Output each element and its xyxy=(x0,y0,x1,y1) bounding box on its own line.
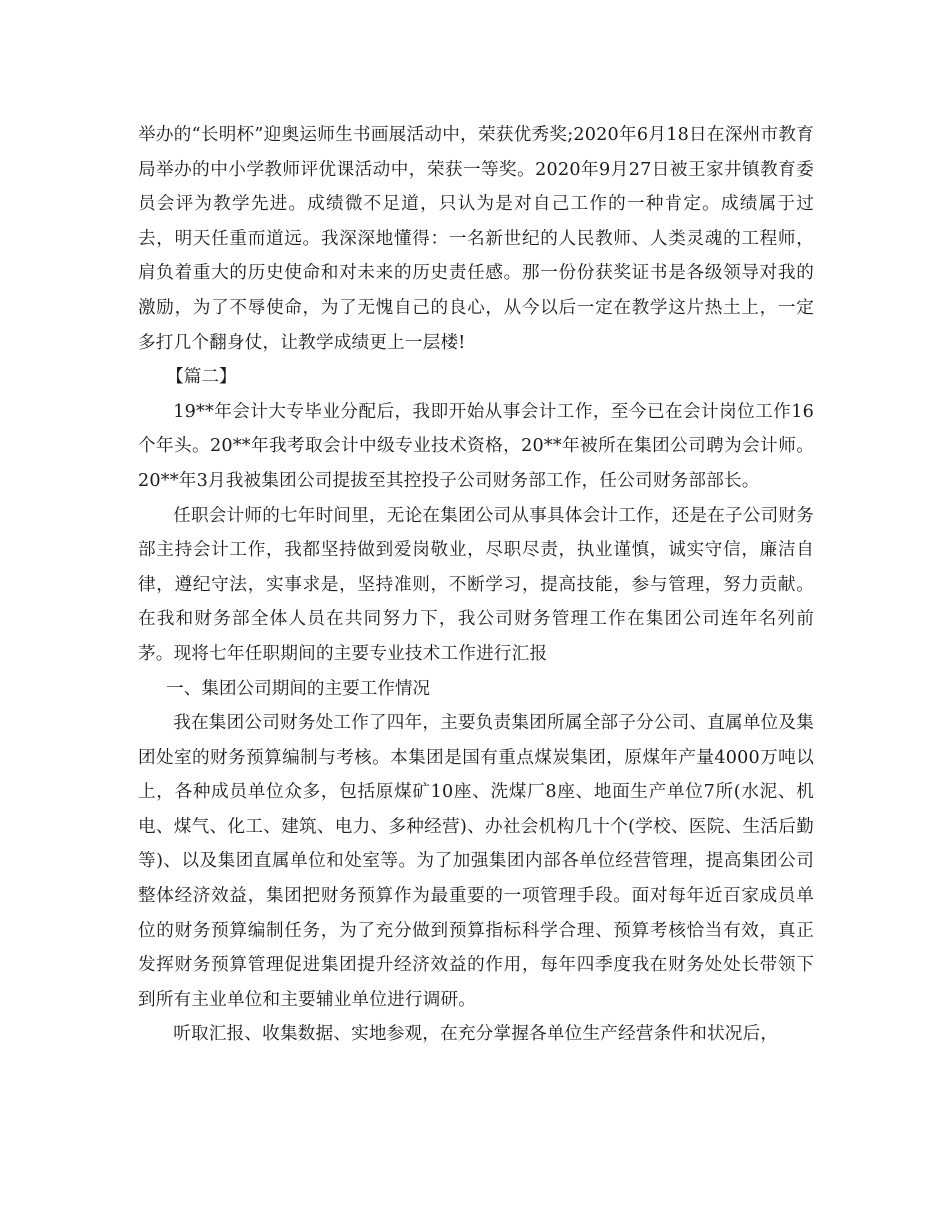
paragraph-research-continued: 听取汇报、收集数据、实地参观，在充分掌握各单位生产经营条件和状况后， xyxy=(173,1024,779,1045)
section-heading-part-two: 【篇二】 xyxy=(166,367,237,388)
paragraph-budget-work: 我在集团公司财务处工作了四年，主要负责集团所属全部子分公司、直属单位及集团处室的财务预算编制与考核。本集团是国有重点煤炭集团，原煤年产量4000万吨以上，各种成员单位众多，包括原煤矿10座、洗煤厂8座、地面生产单位7所(水泥、机电、煤气、化工、建筑、电力、多种经营)、办社会机构几十个(学校、医院、生活后勤等)、以及集团直属单位和处室等。为了加强集团内部各单位经营管理，提高集团公司整体经济效益，集团把财务预算作为最重要的一项管理手段。面对每年近百家成员单位的财务预算编制任务，为了充分做到预算指标科学合理、预算考核恰当有效，真正发挥财务预算管理促进集团提升经济效益的作用，每年四季度我在财务处处长带领下到所有主业单位和主要辅业单位进行调研。 xyxy=(138,713,814,1010)
document-page xyxy=(138,118,814,1052)
paragraph-career-background: 19**年会计大专毕业分配后，我即开始从事会计工作，至今已在会计岗位工作16个年头。20**年我考取会计中级专业技术资格，20**年被所在集团公司聘为会计师。20**年3月我被集团公司提拔至其控投子公司财务部工作，任公司财务部部长。 xyxy=(138,401,814,491)
paragraph-awards-conclusion: 举办的“长明杯”迎奥运师生书画展活动中，荣获优秀奖;2020年6月18日在深州市教育局举办的中小学教师评优课活动中，荣获一等奖。2020年9月27日被王家井镇教育委员会评为教学先进。成绩微不足道，只认为是对自己工作的一种肯定。成绩属于过去，明天任重而道远。我深深地懂得：一名新世纪的人民教师、人类灵魂的工程师，肩负着重大的历史使命和对未来的历史责任感。那一份份获奖证书是各级领导对我的激励，为了不辱使命，为了无愧自己的良心，从今以后一定在教学这片热土上，一定多打几个翻身仗，让教学成绩更上一层楼! xyxy=(138,125,814,353)
paragraph-work-attitude: 任职会计师的七年时间里，无论在集团公司从事具体会计工作，还是在子公司财务部主持会计工作，我都坚持做到爱岗敬业，尽职尽责，执业谨慎，诚实守信，廉洁自律，遵纪守法，实事求是，坚持准则，不断学习，提高技能，参与管理，努力贡献。在我和财务部全体人员在共同努力下，我公司财务管理工作在集团公司连年名列前茅。现将七年任职期间的主要专业技术工作进行汇报 xyxy=(138,505,814,664)
section-heading-group-work: 一、集团公司期间的主要工作情况 xyxy=(166,678,431,699)
